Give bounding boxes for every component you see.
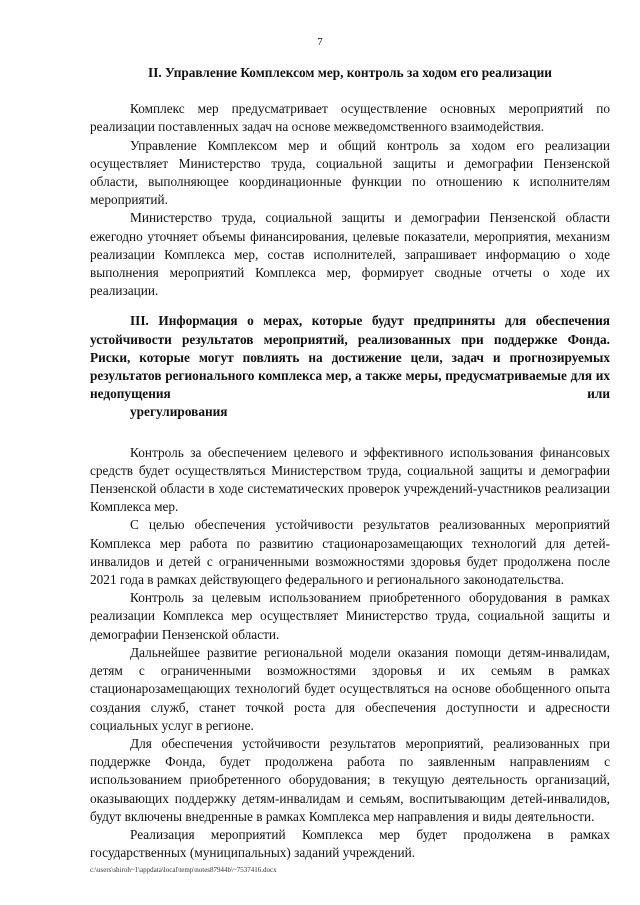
page-number: 7 xyxy=(317,36,323,48)
section-3-heading xyxy=(90,312,610,421)
section-3-paragraph: Контроль за обеспечением целевого и эффективного использования финансовых средств будет осуществляться Министерством труда, социальной защиты и демографии Пензенской области в ходе систематических проверок учреждений-участников реализации Комплекса мер. xyxy=(90,444,610,515)
section-3-paragraph: Контроль за целевым использованием приобретенного оборудования в рамках реализации Комплекса мер осуществляет Министерство труда, социальной защиты и демографии Пензенской области. xyxy=(90,590,610,642)
section-2-paragraph: Министерство труда, социальной защиты и демографии Пензенской области ежегодно уточняет объемы финансирования, целевые показатели, мероприятия, механизм реализации Комплекса мер, состав исполнителей, запрашивает информацию о ходе выполнения мероприятий Комплекса мер, формирует сводные отчеты о ходе их реализации. xyxy=(90,210,610,299)
section-2-heading: II. Управление Комплексом мер, контроль за ходом его реализации xyxy=(148,65,552,80)
section-3-heading-main: III. Информация о мерах, которые будут предприняты для обеспечения устойчивости результатов мероприятий, реализованных при поддержке Фонда. Риски, которые могут повлиять на достижение цели, задач и прогнозируемых результатов регионального комплекса мер, а также меры, предусматриваемые для их недопущения или xyxy=(90,313,610,402)
document-body xyxy=(90,60,610,862)
section-3-paragraph: Реализация мероприятий Комплекса мер будет продолжена в рамках государственных (муниципальных) заданий учреждений. xyxy=(90,826,610,861)
section-2-paragraph: Комплекс мер предусматривает осуществление основных мероприятий по реализации поставленных задач на основе межведомственного взаимодействия. xyxy=(90,101,610,135)
section-2-paragraph: Управление Комплексом мер и общий контроль за ходом его реализации осуществляет Министерство труда, социальной защиты и демографии Пензенской области, выполняющее координационные функции по отношению к исполнителям мероприятий. xyxy=(90,137,610,208)
section-3-paragraph: С целью обеспечения устойчивости результатов реализованных мероприятий Комплекса мер работа по развитию стационарозамещающих технологий для детей-инвалидов и детей с ограниченными возможностями здоровья будет продолжена после 2021 года в рамках действующего федерального и регионального законодательства. xyxy=(90,517,610,588)
section-3-paragraph: Для обеспечения устойчивости результатов мероприятий, реализованных при поддержке Фонда, будет продолжена работа по заявленным направлениям с использованием приобретенного оборудования; в текущую деятельность организаций, оказывающих поддержку детям-инвалидам и семьям, воспитывающим детей-инвалидов, будут включены внедренные в рамках Комплекса мер направления и виды деятельности. xyxy=(90,735,610,824)
section-3-heading-last-line: урегулирования xyxy=(130,404,228,420)
footer-file-path: c:\users\shiroh~1\appdata\local\temp\notes87944b\~7537416.docx xyxy=(90,866,277,874)
section-3-paragraph: Дальнейшее развитие региональной модели оказания помощи детям-инвалидам, детям с ограниченными возможностями здоровья и их семьям в рамках стационарозамещающих технологий будет осуществляться на основе обобщенного опыта создания служб, станет точкой роста для обеспечения доступности и адресности социальных услуг в регионе. xyxy=(90,644,610,733)
